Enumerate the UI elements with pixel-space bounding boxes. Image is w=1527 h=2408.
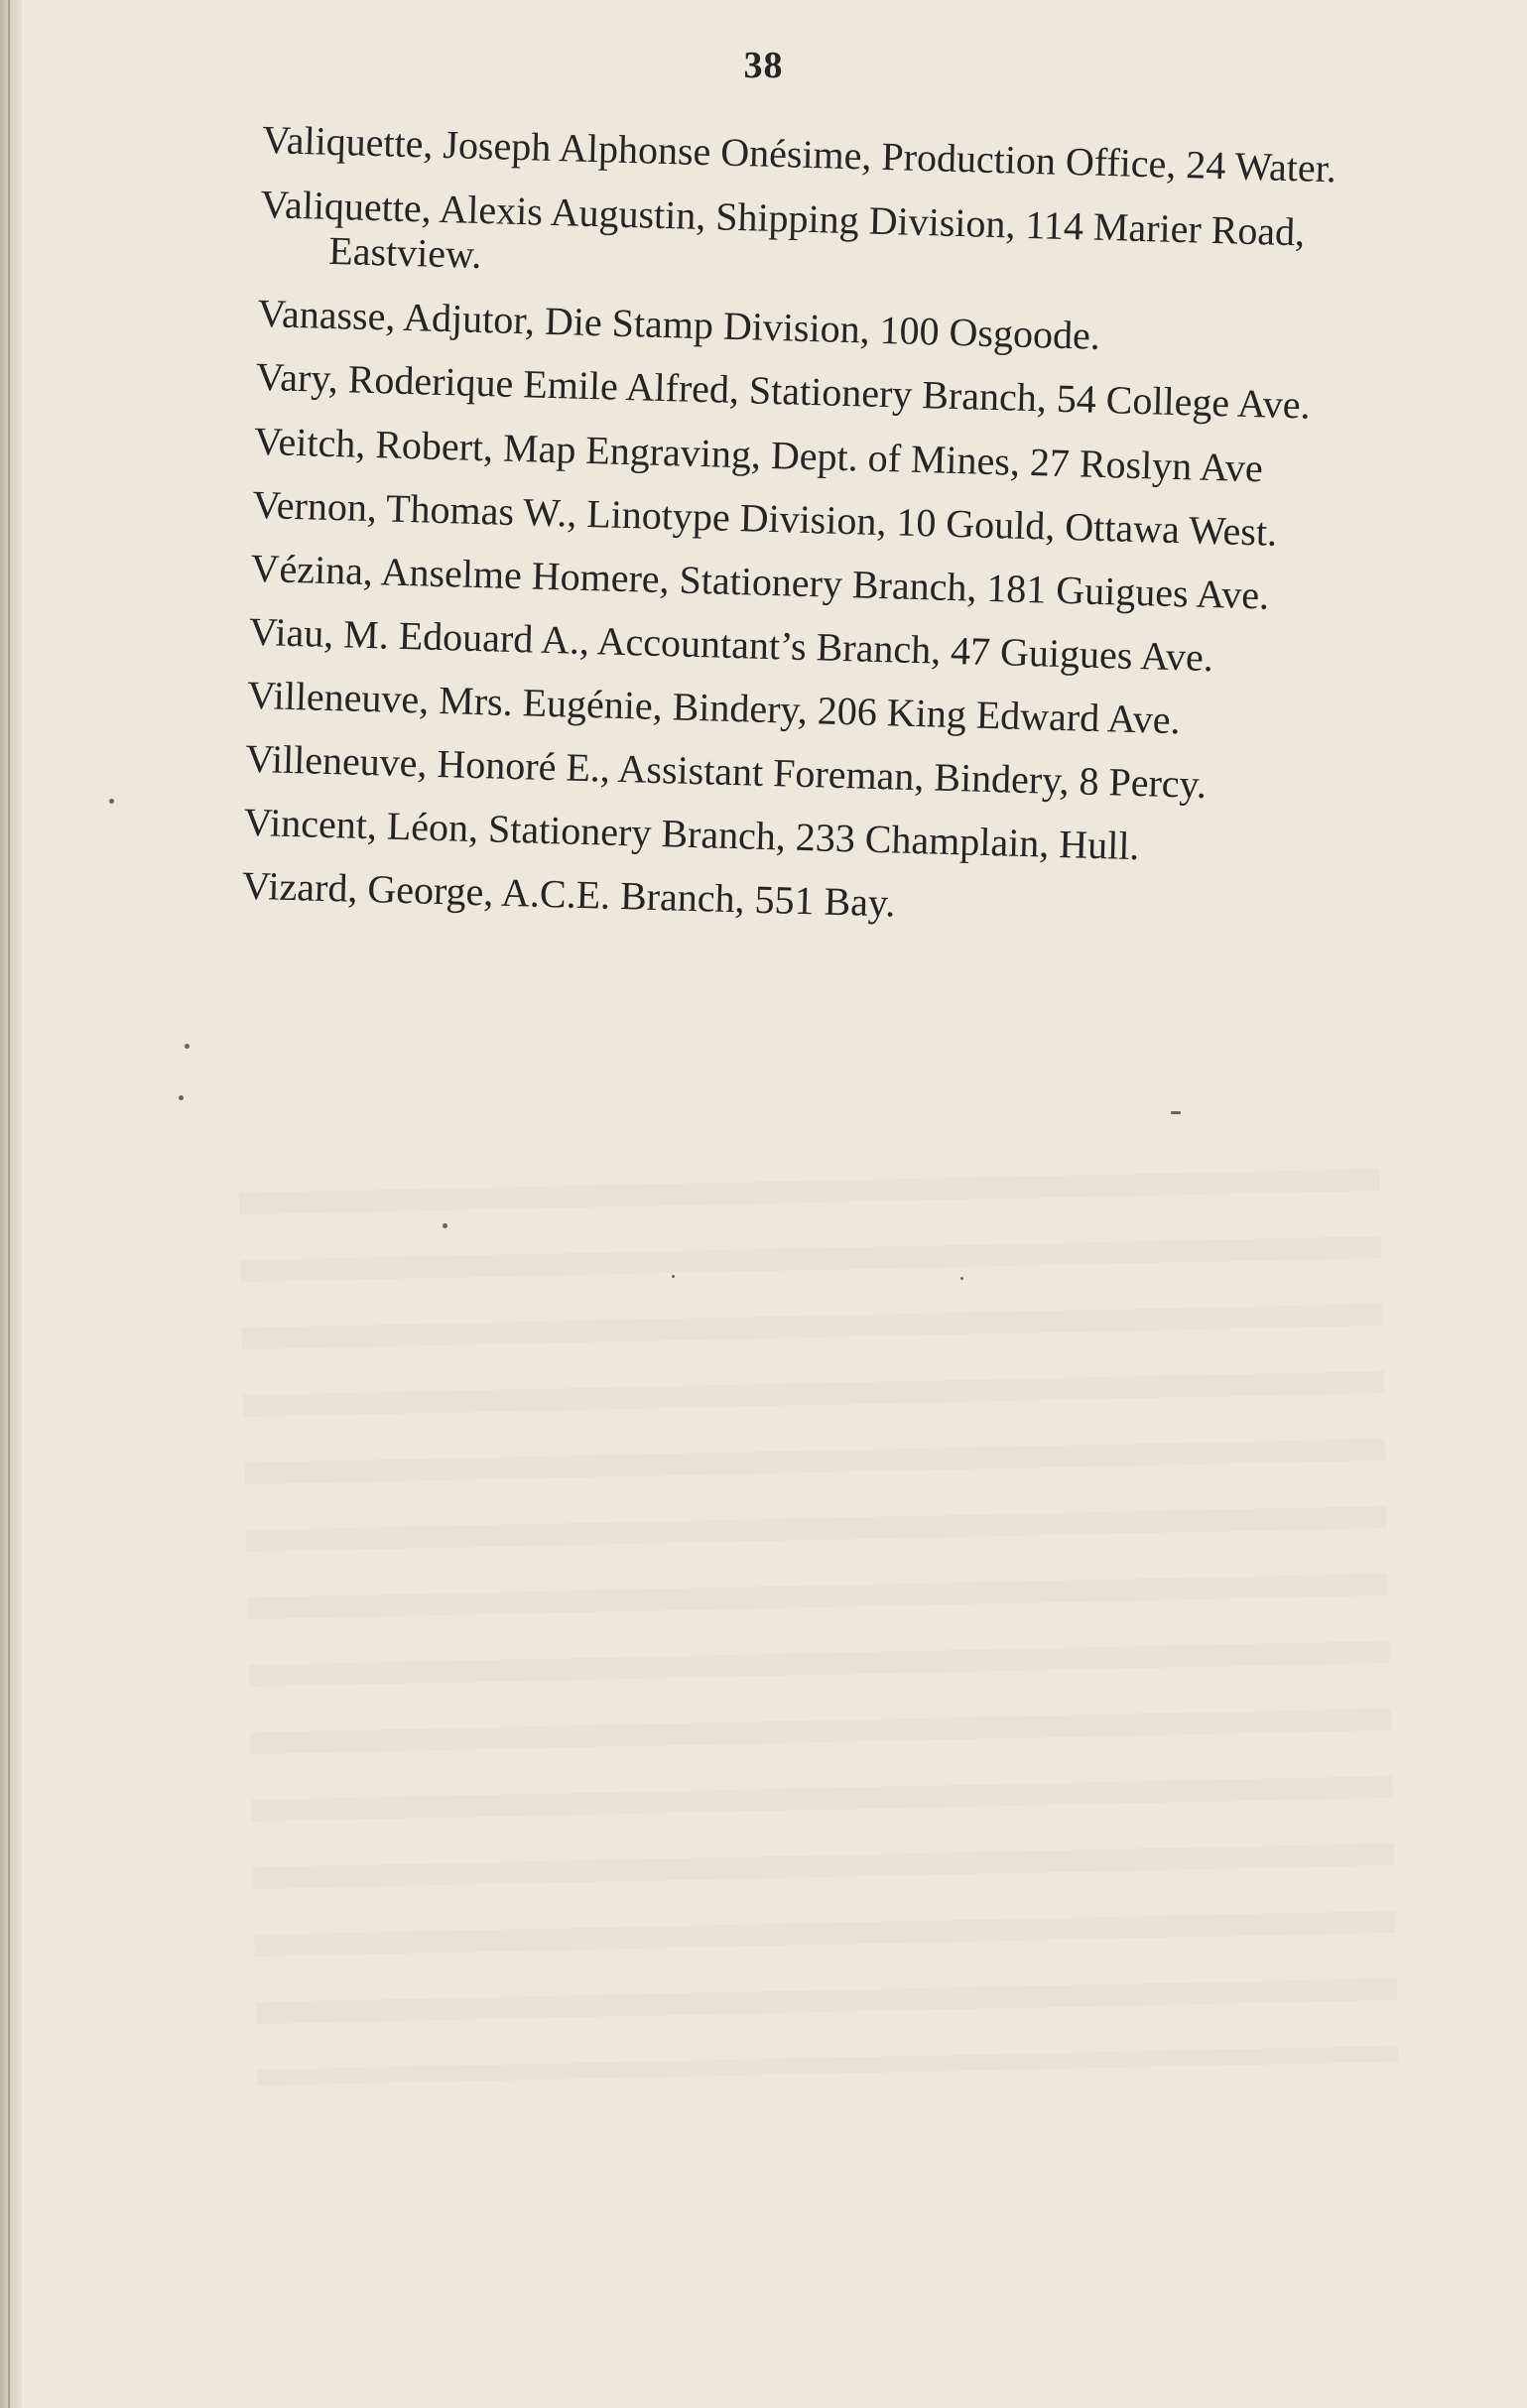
directory-entry: Villeneuve, Mrs. Eugénie, Bindery, 206 King Edward Ave.	[246, 672, 1182, 743]
directory-entry: Valiquette, Alexis Augustin, Shipping Division, 114 Marier Road, Eastview.	[260, 181, 1306, 278]
ink-speck	[672, 1275, 675, 1278]
ink-speck	[443, 1223, 447, 1228]
ink-speck	[1171, 1111, 1181, 1114]
ink-speck	[960, 1277, 963, 1280]
bleed-through-shadow	[239, 1169, 1399, 2086]
directory-entry: Veitch, Robert, Map Engraving, Dept. of Mines, 27 Roslyn Ave	[253, 418, 1264, 491]
directory-entry: Vizard, George, A.C.E. Branch, 551 Bay.	[241, 862, 896, 926]
directory-entry: Vincent, Léon, Stationery Branch, 233 Champlain, Hull.	[243, 799, 1141, 869]
ink-speck	[185, 1044, 190, 1049]
binding-line	[8, 0, 10, 2408]
page-number: 38	[743, 45, 784, 86]
directory-entries	[241, 117, 1454, 958]
directory-entry: Villeneuve, Honoré E., Assistant Foreman, Bindery, 8 Percy.	[244, 735, 1208, 807]
page-binding-edge	[0, 0, 22, 2408]
directory-entry: Vanasse, Adjutor, Die Stamp Division, 100 Osgoode.	[257, 290, 1101, 358]
directory-entry: Vary, Roderique Emile Alfred, Stationery Branch, 54 College Ave.	[255, 353, 1312, 428]
directory-entry: Viau, M. Edouard A., Accountant’s Branch, 47 Guigues Ave.	[248, 608, 1214, 681]
ink-speck	[179, 1095, 184, 1100]
directory-entry: Vézina, Anselme Homere, Stationery Branch, 181 Guigues Ave.	[250, 545, 1270, 618]
directory-entry: Valiquette, Joseph Alphonse Onésime, Production Office, 24 Water.	[261, 117, 1337, 191]
ink-speck	[109, 799, 114, 804]
directory-entry: Vernon, Thomas W., Linotype Division, 10 Gould, Ottawa West.	[251, 481, 1278, 555]
